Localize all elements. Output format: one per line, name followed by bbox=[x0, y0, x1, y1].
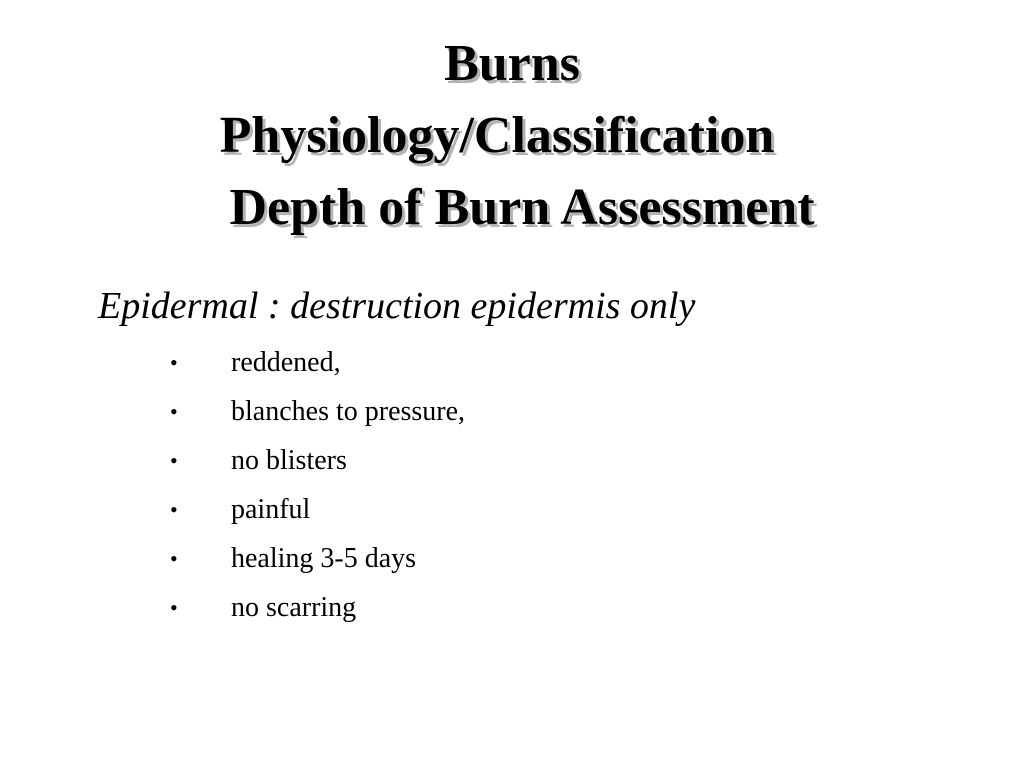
bullet-icon: • bbox=[170, 398, 178, 424]
bullet-icon: • bbox=[170, 349, 178, 375]
list-item-text: painful bbox=[231, 493, 311, 525]
list-item bbox=[168, 338, 465, 387]
list-item bbox=[168, 387, 465, 436]
list-item-text: reddened, bbox=[231, 346, 341, 378]
list-item bbox=[168, 534, 465, 583]
bullet-icon: • bbox=[170, 496, 178, 522]
list-item bbox=[168, 485, 465, 534]
bullet-icon: • bbox=[170, 447, 178, 473]
slide-title bbox=[0, 28, 1024, 244]
bullet-icon: • bbox=[170, 545, 178, 571]
title-line-1: Burns bbox=[444, 35, 580, 92]
title-line-2: Physiology/Classification bbox=[219, 107, 775, 164]
list-item-text: no blisters bbox=[231, 444, 347, 476]
section-subheading: Epidermal : destruction epidermis only bbox=[98, 285, 696, 327]
list-item-text: blanches to pressure, bbox=[231, 395, 466, 427]
list-item-text: healing 3-5 days bbox=[231, 542, 417, 574]
list-item bbox=[168, 436, 465, 485]
bullet-list bbox=[168, 338, 465, 632]
list-item bbox=[168, 583, 465, 632]
bullet-icon: • bbox=[170, 594, 178, 620]
list-item-text: no scarring bbox=[231, 591, 357, 623]
title-line-3: Depth of Burn Assessment bbox=[229, 179, 815, 236]
